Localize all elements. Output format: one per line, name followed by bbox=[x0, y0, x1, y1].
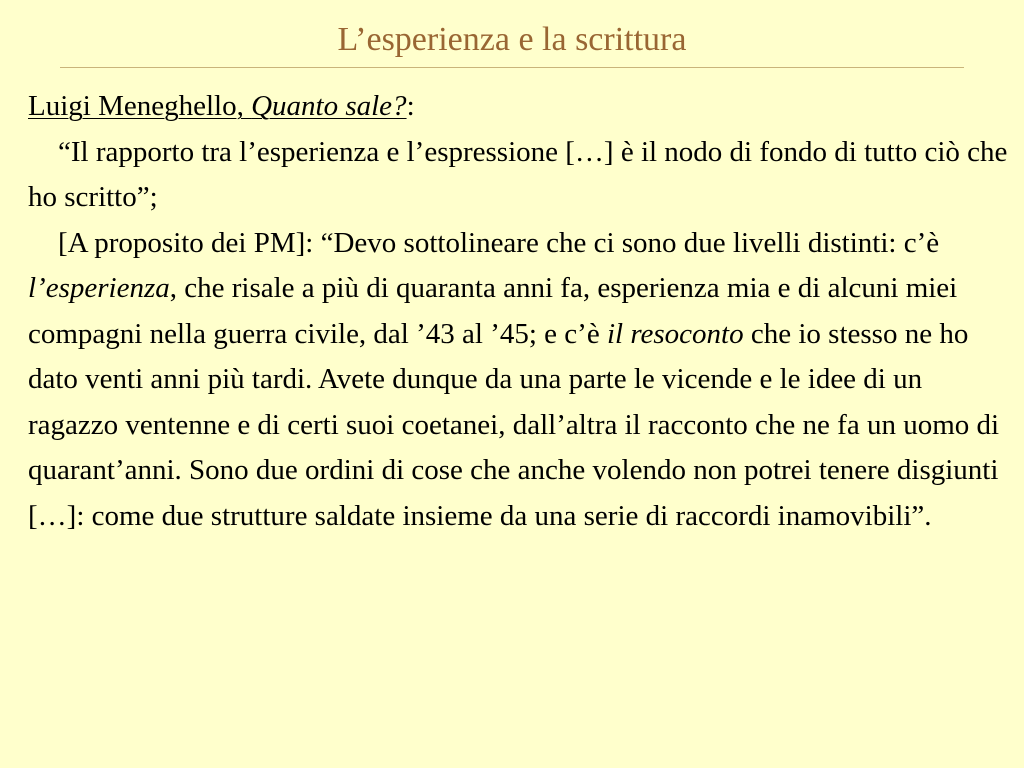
quote2-emphasis-esperienza: l’esperienza bbox=[28, 272, 170, 304]
citation-work-title: Quanto sale? bbox=[251, 90, 407, 122]
citation-heading bbox=[28, 84, 1018, 130]
quote-paragraph-2 bbox=[28, 221, 1018, 540]
citation-underline bbox=[28, 90, 407, 122]
quote2-text-1: [A proposito dei PM]: “Devo sottolineare che ci sono due livelli distinti: c’è bbox=[58, 226, 940, 259]
slide-body bbox=[28, 84, 1018, 539]
slide-title: L’esperienza e la scrittura bbox=[337, 21, 687, 58]
citation-author: Luigi Meneghello, bbox=[28, 90, 252, 122]
quote2-text-3: che io stesso ne ho dato venti anni più tardi. Avete dunque da una parte le vicende e le idee di un ragazzo ventenne e di certi suoi coetanei, dall’altra il racconto che ne fa un uomo di quarant’anni. Sono due ordini di cose che anche volendo non potrei tenere disgiunti […]: come due strutture saldate insieme da una serie di raccordi inamovibili”. bbox=[28, 317, 1000, 532]
quote2-emphasis-resoconto: il resoconto bbox=[606, 317, 744, 350]
quote-paragraph-1: “Il rapporto tra l’esperienza e l’espressione […] è il nodo di fondo di tutto ciò che ho scritto”; bbox=[28, 135, 1008, 213]
quote2-text-2: , che risale a più di quaranta anni fa, esperienza mia e di alcuni miei compagni nella guerra civile, dal ’43 al ’45; e c’è bbox=[28, 272, 958, 350]
title-divider bbox=[60, 67, 964, 68]
citation-colon: : bbox=[406, 90, 415, 122]
